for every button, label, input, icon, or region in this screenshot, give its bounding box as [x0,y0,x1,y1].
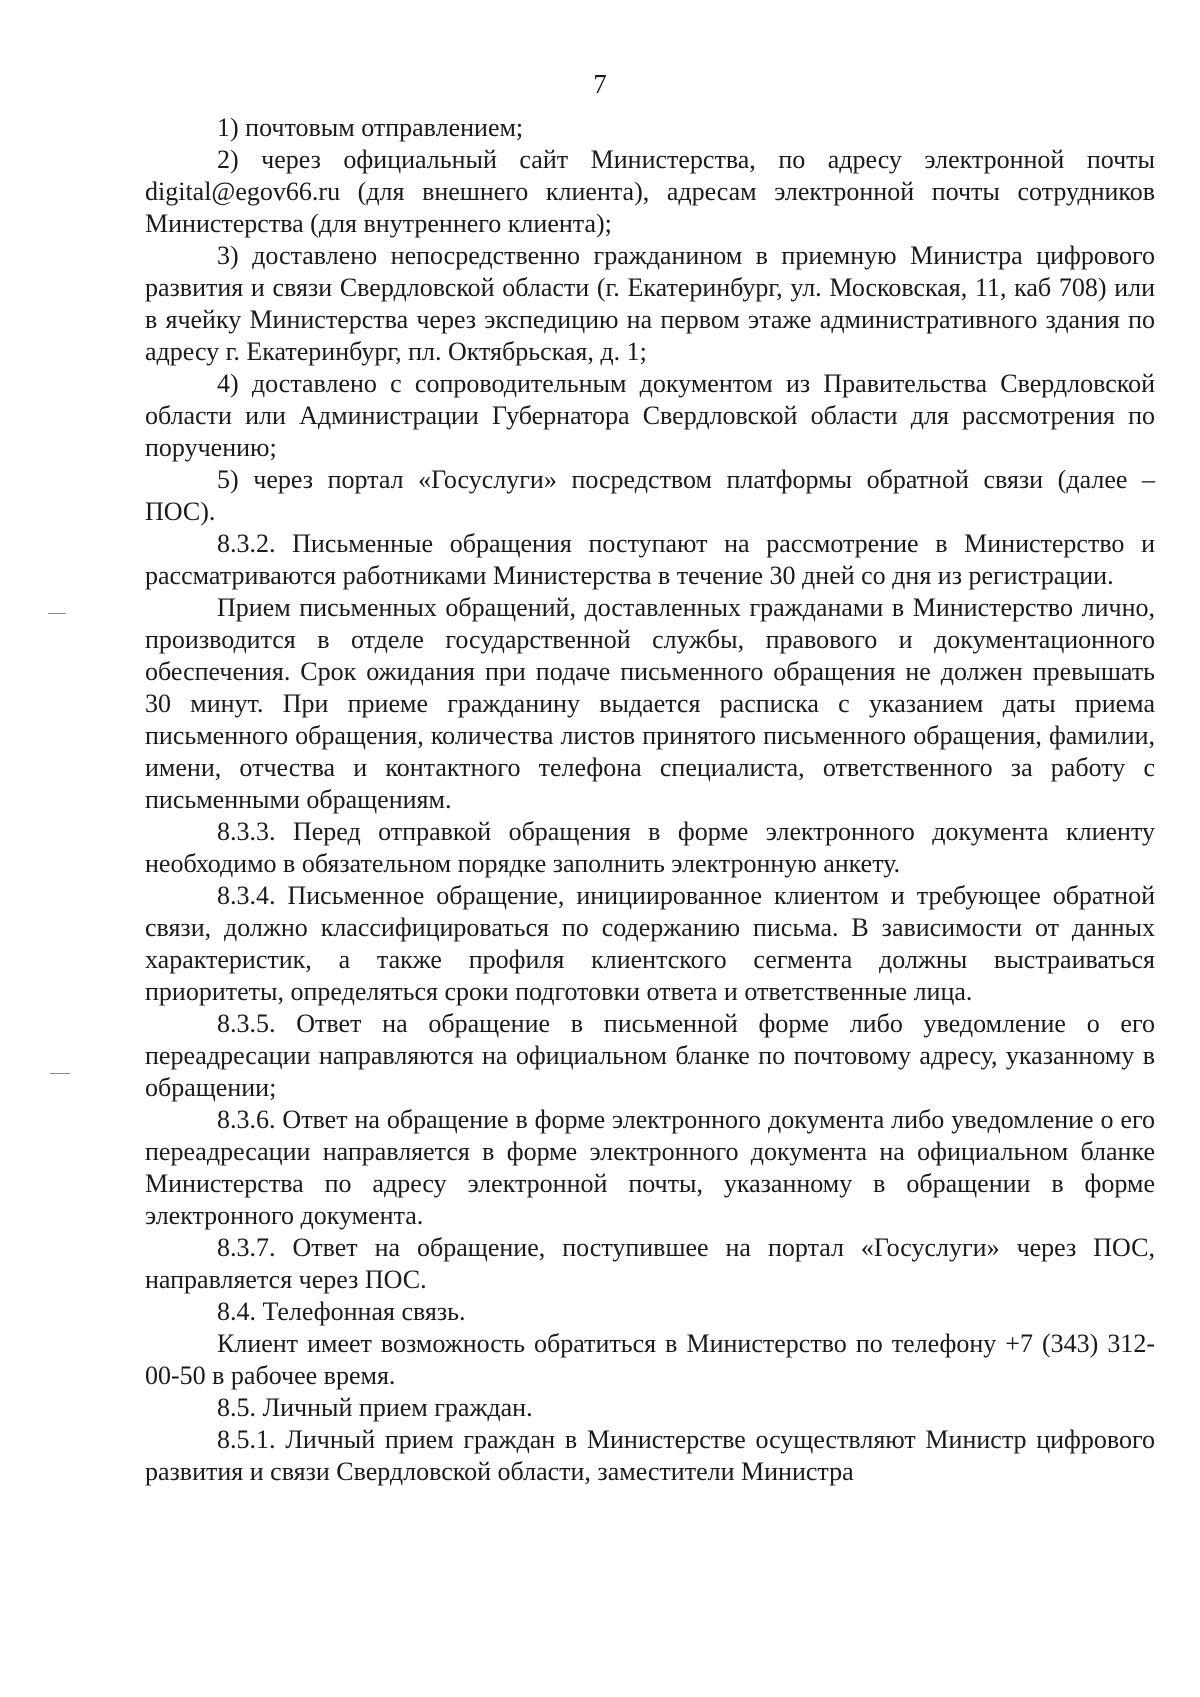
paragraph-8-5-heading: 8.5. Личный прием граждан. [217,1393,533,1422]
paragraph-8-4-heading: 8.4. Телефонная связь. [217,1297,466,1326]
paragraph-8-3-6: 8.3.6. Ответ на обращение в форме электронного документа либо уведомление о его переадресации направляется в форме электронного документа на официальном бланке Министерства по адресу электронной почты, указанному в обращении в форме электронного документа. [145,1105,1155,1230]
paragraph-list-item-5: 5) через портал «Госуслуги» посредством платформы обратной связи (далее – ПОС). [145,465,1155,526]
paragraph-list-item-2: 2) через официальный сайт Министерства, по адресу электронной почты digital@egov66.ru (для внешнего клиента), адресам электронной почты сотрудников Министерства (для внутреннего клиента); [145,145,1155,238]
paragraph-8-3-7: 8.3.7. Ответ на обращение, поступившее на портал «Госуслуги» через ПОС, направляется через ПОС. [145,1233,1155,1294]
paragraph-8-3-3: 8.3.3. Перед отправкой обращения в форме электронного документа клиенту необходимо в обязательном порядке заполнить электронную анкету. [145,817,1155,878]
scan-artifact-mark [50,1073,70,1074]
paragraph-8-3-4: 8.3.4. Письменное обращение, инициированное клиентом и требующее обратной связи, должно классифицироваться по содержанию письма. В зависимости от данных характеристик, а также профиля клиентского сегмента должны выстраиваться приоритеты, определяться сроки подготовки ответа и ответственные лица. [145,881,1155,1006]
paragraph-list-item-1: 1) почтовым отправлением; [217,113,524,142]
paragraph-reception-rules: Прием письменных обращений, доставленных гражданами в Министерство лично, производится в отделе государственной службы, правового и документационного обеспечения. Срок ожидания при подаче письменного обращения не должен превышать 30 минут. При приеме гражданину выдается расписка с указанием даты приема письменного обращения, количества листов принятого письменного обращения, фамилии, имени, отчества и контактного телефона специалиста, ответственного за работу с письменными обращениям. [145,593,1155,814]
scan-artifact-mark [48,613,66,614]
paragraph-list-item-3: 3) доставлено непосредственно гражданином в приемную Министра цифрового развития и связи Свердловской области (г. Екатеринбург, ул. Московская, 11, каб 708) или в ячейку Министерства через экспедицию на первом этаже административного здания по адресу г. Екатеринбург, пл. Октябрьская, д. 1; [145,241,1155,366]
paragraph-phone-contact: Клиент имеет возможность обратиться в Министерство по телефону +7 (343) 312-00-50 в рабочее время. [145,1329,1155,1390]
page-number: 7 [593,69,607,99]
paragraph-8-3-2: 8.3.2. Письменные обращения поступают на рассмотрение в Министерство и рассматриваются работниками Министерства в течение 30 дней со дня из регистрации. [145,529,1155,590]
paragraph-8-3-5: 8.3.5. Ответ на обращение в письменной форме либо уведомление о его переадресации направляются на официальном бланке по почтовому адресу, указанному в обращении; [145,1009,1155,1102]
document-body [145,112,1155,1488]
paragraph-8-5-1: 8.5.1. Личный прием граждан в Министерстве осуществляют Министр цифрового развития и связи Свердловской области, заместители Министра [145,1425,1155,1486]
paragraph-list-item-4: 4) доставлено с сопроводительным документом из Правительства Свердловской области или Администрации Губернатора Свердловской области для рассмотрения по поручению; [145,369,1155,462]
